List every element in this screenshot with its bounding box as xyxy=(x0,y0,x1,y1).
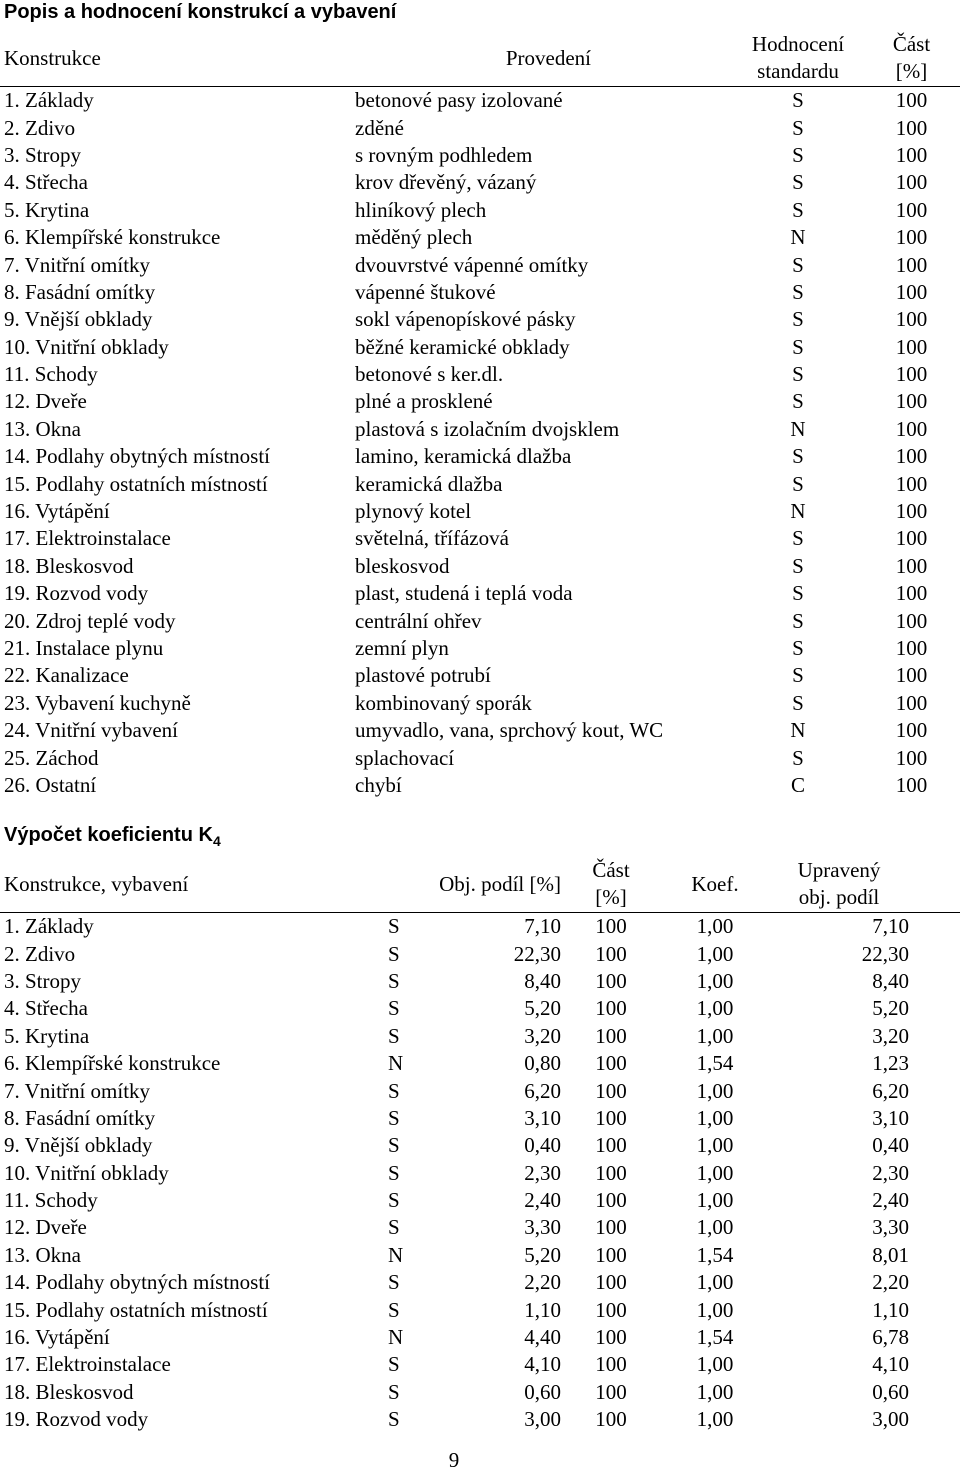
table-row xyxy=(0,169,960,196)
cell-obj-podil: 3,30 xyxy=(524,1215,561,1240)
cell-cast: 100 xyxy=(595,996,627,1021)
table-row xyxy=(0,1160,960,1187)
table-row xyxy=(0,1105,960,1132)
col-header-cast: Část [%] xyxy=(561,856,661,913)
cell-provedeni: zemní plyn xyxy=(355,636,449,660)
cell-obj-podil: 6,20 xyxy=(524,1078,561,1103)
cell-konstrukce: 25. Záchod xyxy=(4,745,99,770)
cell-cast: 100 xyxy=(595,1270,627,1295)
cell-koef: 1,00 xyxy=(696,1270,734,1295)
cell-provedeni: betonové pasy izolované xyxy=(355,88,563,113)
cell-upraveny: 3,10 xyxy=(872,1105,909,1130)
cell-cast: 100 xyxy=(595,1051,627,1076)
row-spacer xyxy=(909,1351,960,1378)
construction-description-table xyxy=(0,30,960,799)
cell-koef: 1,00 xyxy=(696,914,734,939)
cell-konstrukce: 8. Fasádní omítky xyxy=(4,279,156,304)
cell-koef: 1,00 xyxy=(696,1407,734,1432)
cell-cast: 100 xyxy=(895,553,928,578)
row-spacer xyxy=(909,1324,960,1351)
table-row xyxy=(0,1296,960,1323)
cell-hodnoceni: N xyxy=(790,416,806,441)
cell-koef: 1,00 xyxy=(696,1105,734,1130)
row-spacer xyxy=(909,1406,960,1433)
cell-konstrukce: 16. Vytápění xyxy=(4,1325,110,1350)
cell-upraveny: 2,40 xyxy=(872,1188,909,1213)
cell-konstrukce: 15. Podlahy ostatních místností xyxy=(4,1297,268,1322)
table-row xyxy=(0,744,960,771)
cell-hodnoceni: S xyxy=(792,307,804,332)
cell-konstrukce: 11. Schody xyxy=(4,1188,98,1213)
cell-standard: S xyxy=(388,968,400,993)
table-row xyxy=(0,525,960,552)
cell-provedeni: splachovací xyxy=(355,745,455,770)
cell-provedeni: kombinovaný sporák xyxy=(355,690,532,715)
cell-koef: 1,00 xyxy=(696,1297,734,1322)
cell-cast: 100 xyxy=(895,170,928,195)
table-row xyxy=(0,498,960,525)
table-row xyxy=(0,1187,960,1214)
cell-cast: 100 xyxy=(895,225,928,250)
cell-standard: N xyxy=(388,1242,404,1267)
cell-cast: 100 xyxy=(895,334,928,359)
cell-konstrukce: 26. Ostatní xyxy=(4,772,97,797)
cell-upraveny: 5,20 xyxy=(872,996,909,1021)
table-row xyxy=(0,940,960,967)
cell-provedeni: betonové s ker.dl. xyxy=(355,362,504,387)
row-spacer xyxy=(909,1160,960,1187)
cell-cast: 100 xyxy=(895,197,928,222)
cell-konstrukce: 7. Vnitřní omítky xyxy=(4,252,151,277)
cell-cast: 100 xyxy=(595,968,627,993)
cell-hodnoceni: S xyxy=(792,88,804,113)
table-row xyxy=(0,580,960,607)
cell-hodnoceni: S xyxy=(792,553,804,578)
table-row xyxy=(0,1324,960,1351)
cell-konstrukce: 21. Instalace plynu xyxy=(4,636,164,660)
table-row xyxy=(0,197,960,224)
row-spacer xyxy=(909,1077,960,1104)
table-row xyxy=(0,1351,960,1378)
table-header-row xyxy=(0,856,960,913)
cell-standard: S xyxy=(388,1297,400,1322)
row-spacer xyxy=(909,1132,960,1159)
cell-obj-podil: 2,30 xyxy=(524,1160,561,1185)
cell-obj-podil: 5,20 xyxy=(524,996,561,1021)
table-row xyxy=(0,553,960,580)
cell-cast: 100 xyxy=(595,1325,627,1350)
cell-konstrukce: 11. Schody xyxy=(4,362,98,387)
table-row xyxy=(0,443,960,470)
cell-cast: 100 xyxy=(895,636,928,660)
cell-konstrukce: 13. Okna xyxy=(4,416,81,441)
col-header-koef: Koef. xyxy=(661,856,769,913)
table-row xyxy=(0,416,960,443)
cell-obj-podil: 4,40 xyxy=(524,1325,561,1350)
cell-upraveny: 2,20 xyxy=(872,1270,909,1295)
col-header-provedeni: Provedení xyxy=(355,30,727,87)
cell-provedeni: sokl vápenopískové pásky xyxy=(355,307,576,332)
cell-provedeni: keramická dlažba xyxy=(355,471,503,496)
table-row xyxy=(0,662,960,689)
cell-upraveny: 7,10 xyxy=(872,914,909,939)
cell-obj-podil: 2,20 xyxy=(524,1270,561,1295)
cell-standard: S xyxy=(388,1133,400,1158)
cell-provedeni: dvouvrstvé vápenné omítky xyxy=(355,252,589,277)
cell-provedeni: měděný plech xyxy=(355,225,473,250)
cell-standard: S xyxy=(388,1270,400,1295)
cell-hodnoceni: S xyxy=(792,389,804,414)
cell-konstrukce: 19. Rozvod vody xyxy=(4,1407,149,1432)
cell-cast: 100 xyxy=(595,1215,627,1240)
cell-koef: 1,00 xyxy=(696,1352,734,1377)
cell-provedeni: plast, studená i teplá voda xyxy=(355,581,573,606)
cell-konstrukce: 10. Vnitřní obklady xyxy=(4,1160,169,1185)
table-row xyxy=(0,1023,960,1050)
table-row xyxy=(0,995,960,1022)
cell-provedeni: světelná, třífázová xyxy=(355,526,509,551)
cell-cast: 100 xyxy=(895,279,928,304)
col-header-konstrukce-vybaveni: Konstrukce, vybavení xyxy=(0,856,388,913)
cell-provedeni: s rovným podhledem xyxy=(355,142,533,167)
cell-cast: 100 xyxy=(595,1078,627,1103)
table-row xyxy=(0,114,960,141)
cell-upraveny: 2,30 xyxy=(872,1160,909,1185)
cell-provedeni: chybí xyxy=(355,772,402,797)
cell-cast: 100 xyxy=(895,745,928,770)
cell-upraveny: 22,30 xyxy=(861,941,909,966)
cell-konstrukce: 16. Vytápění xyxy=(4,499,110,524)
cell-hodnoceni: S xyxy=(792,471,804,496)
cell-hodnoceni: N xyxy=(790,718,806,743)
cell-standard: S xyxy=(388,1160,400,1185)
cell-standard: S xyxy=(388,1105,400,1130)
table-row xyxy=(0,1050,960,1077)
cell-koef: 1,00 xyxy=(696,1133,734,1158)
cell-provedeni: hliníkový plech xyxy=(355,197,487,222)
section-title-popis: Popis a hodnocení konstrukcí a vybavení xyxy=(4,1,397,23)
cell-provedeni: běžné keramické obklady xyxy=(355,334,570,359)
cell-hodnoceni: S xyxy=(792,170,804,195)
table-header-row xyxy=(0,30,960,87)
cell-upraveny: 6,78 xyxy=(872,1325,909,1350)
cell-upraveny: 3,30 xyxy=(872,1215,909,1240)
cell-cast: 100 xyxy=(895,252,928,277)
cell-hodnoceni: S xyxy=(792,636,804,660)
col-header-upraveny: Upravený obj. podíl xyxy=(769,856,909,913)
cell-standard: N xyxy=(388,1325,404,1350)
cell-konstrukce: 14. Podlahy obytných místností xyxy=(4,444,271,469)
cell-standard: S xyxy=(388,996,400,1021)
cell-konstrukce: 12. Dveře xyxy=(4,389,87,414)
cell-cast: 100 xyxy=(595,1105,627,1130)
row-spacer xyxy=(909,1023,960,1050)
cell-konstrukce: 18. Bleskosvod xyxy=(4,1379,134,1404)
cell-standard: S xyxy=(388,1078,400,1103)
cell-hodnoceni: S xyxy=(792,142,804,167)
cell-obj-podil: 8,40 xyxy=(524,968,561,993)
cell-cast: 100 xyxy=(595,1188,627,1213)
table-row xyxy=(0,251,960,278)
cell-provedeni: lamino, keramická dlažba xyxy=(355,444,572,469)
cell-cast: 100 xyxy=(895,499,928,524)
cell-koef: 1,54 xyxy=(696,1325,734,1350)
table-row xyxy=(0,1406,960,1433)
row-spacer xyxy=(909,1050,960,1077)
row-spacer xyxy=(909,1214,960,1241)
cell-konstrukce: 14. Podlahy obytných místností xyxy=(4,1270,271,1295)
cell-koef: 1,00 xyxy=(696,1078,734,1103)
cell-konstrukce: 22. Kanalizace xyxy=(4,663,129,688)
table-row xyxy=(0,334,960,361)
coefficient-calculation-table xyxy=(0,856,960,1433)
table-row xyxy=(0,470,960,497)
cell-provedeni: zděné xyxy=(355,115,404,140)
cell-cast: 100 xyxy=(595,1242,627,1267)
row-spacer xyxy=(909,1296,960,1323)
cell-standard: N xyxy=(388,1051,404,1076)
cell-hodnoceni: S xyxy=(792,115,804,140)
cell-konstrukce: 2. Zdivo xyxy=(4,941,76,966)
cell-hodnoceni: S xyxy=(792,252,804,277)
cell-upraveny: 8,01 xyxy=(872,1242,909,1267)
cell-koef: 1,54 xyxy=(696,1051,734,1076)
cell-konstrukce: 7. Vnitřní omítky xyxy=(4,1078,151,1103)
cell-konstrukce: 18. Bleskosvod xyxy=(4,553,134,578)
cell-provedeni: plné a prosklené xyxy=(355,389,493,414)
cell-hodnoceni: S xyxy=(792,526,804,551)
cell-hodnoceni: C xyxy=(790,772,805,797)
cell-upraveny: 1,10 xyxy=(872,1297,909,1322)
cell-konstrukce: 9. Vnější obklady xyxy=(4,1133,153,1158)
cell-konstrukce: 1. Základy xyxy=(4,914,94,939)
table-row xyxy=(0,913,960,941)
cell-hodnoceni: S xyxy=(792,581,804,606)
cell-upraveny: 4,10 xyxy=(872,1352,909,1377)
table-row xyxy=(0,1132,960,1159)
cell-standard: S xyxy=(388,914,400,939)
cell-provedeni: vápenné štukové xyxy=(355,279,496,304)
row-spacer xyxy=(909,940,960,967)
cell-obj-podil: 22,30 xyxy=(513,941,561,966)
cell-konstrukce: 24. Vnitřní vybavení xyxy=(4,718,179,743)
cell-obj-podil: 2,40 xyxy=(524,1188,561,1213)
cell-hodnoceni: S xyxy=(792,663,804,688)
table-row xyxy=(0,968,960,995)
cell-upraveny: 8,40 xyxy=(872,968,909,993)
cell-provedeni: centrální ohřev xyxy=(355,608,482,633)
cell-cast: 100 xyxy=(595,1407,627,1432)
cell-provedeni: plastové potrubí xyxy=(355,663,491,688)
col-header-hodnoceni: Hodnocení standardu xyxy=(727,30,869,87)
cell-cast: 100 xyxy=(895,663,928,688)
row-spacer xyxy=(909,995,960,1022)
cell-provedeni: plastová s izolačním dvojsklem xyxy=(355,416,620,441)
row-spacer xyxy=(909,1105,960,1132)
table-row xyxy=(0,635,960,662)
table-row xyxy=(0,607,960,634)
cell-konstrukce: 4. Střecha xyxy=(4,170,88,195)
cell-obj-podil: 1,10 xyxy=(524,1297,561,1322)
table-row xyxy=(0,224,960,251)
cell-cast: 100 xyxy=(895,389,928,414)
table-row xyxy=(0,1269,960,1296)
cell-upraveny: 3,20 xyxy=(872,1023,909,1048)
cell-koef: 1,00 xyxy=(696,1160,734,1185)
cell-upraveny: 0,40 xyxy=(872,1133,909,1158)
table-row xyxy=(0,717,960,744)
cell-koef: 1,00 xyxy=(696,996,734,1021)
cell-obj-podil: 0,60 xyxy=(524,1379,561,1404)
cell-standard: S xyxy=(388,1352,400,1377)
cell-cast: 100 xyxy=(895,526,928,551)
cell-konstrukce: 23. Vybavení kuchyně xyxy=(4,690,191,715)
table-row xyxy=(0,1242,960,1269)
cell-cast: 100 xyxy=(895,362,928,387)
cell-konstrukce: 8. Fasádní omítky xyxy=(4,1105,156,1130)
cell-provedeni: plynový kotel xyxy=(355,499,472,524)
cell-konstrukce: 1. Základy xyxy=(4,88,94,113)
cell-konstrukce: 20. Zdroj teplé vody xyxy=(4,608,176,633)
table-row xyxy=(0,1077,960,1104)
cell-konstrukce: 19. Rozvod vody xyxy=(4,581,149,606)
cell-konstrukce: 2. Zdivo xyxy=(4,115,76,140)
cell-koef: 1,00 xyxy=(696,1188,734,1213)
cell-provedeni: krov dřevěný, vázaný xyxy=(355,170,537,195)
row-spacer xyxy=(909,1187,960,1214)
cell-cast: 100 xyxy=(895,142,928,167)
table-row xyxy=(0,142,960,169)
cell-konstrukce: 5. Krytina xyxy=(4,197,90,222)
table-row xyxy=(0,1379,960,1406)
cell-hodnoceni: S xyxy=(792,197,804,222)
cell-konstrukce: 12. Dveře xyxy=(4,1215,87,1240)
cell-cast: 100 xyxy=(595,1023,627,1048)
table-row xyxy=(0,690,960,717)
title-subscript: 4 xyxy=(212,833,221,849)
cell-upraveny: 1,23 xyxy=(872,1051,909,1076)
cell-konstrukce: 13. Okna xyxy=(4,1242,81,1267)
cell-obj-podil: 3,20 xyxy=(524,1023,561,1048)
cell-standard: S xyxy=(388,1407,400,1432)
cell-cast: 100 xyxy=(595,1133,627,1158)
cell-obj-podil: 5,20 xyxy=(524,1242,561,1267)
cell-standard: S xyxy=(388,1023,400,1048)
cell-provedeni: bleskosvod xyxy=(355,553,450,578)
cell-konstrukce: 15. Podlahy ostatních místností xyxy=(4,471,268,496)
cell-hodnoceni: S xyxy=(792,279,804,304)
cell-hodnoceni: S xyxy=(792,690,804,715)
table-row xyxy=(0,1214,960,1241)
cell-koef: 1,00 xyxy=(696,968,734,993)
cell-konstrukce: 9. Vnější obklady xyxy=(4,307,153,332)
cell-upraveny: 3,00 xyxy=(872,1407,909,1432)
table-row xyxy=(0,361,960,388)
page-number: 9 xyxy=(448,1448,460,1472)
cell-cast: 100 xyxy=(595,1160,627,1185)
cell-cast: 100 xyxy=(595,1352,627,1377)
cell-cast: 100 xyxy=(895,416,928,441)
table-row xyxy=(0,772,960,799)
row-spacer xyxy=(909,1242,960,1269)
row-spacer xyxy=(909,968,960,995)
cell-koef: 1,00 xyxy=(696,1379,734,1404)
cell-upraveny: 0,60 xyxy=(872,1379,909,1404)
cell-obj-podil: 0,40 xyxy=(524,1133,561,1158)
row-spacer xyxy=(909,913,960,941)
cell-standard: S xyxy=(388,1379,400,1404)
cell-cast: 100 xyxy=(895,444,928,469)
cell-cast: 100 xyxy=(595,914,627,939)
table-row xyxy=(0,388,960,415)
cell-standard: S xyxy=(388,941,400,966)
cell-upraveny: 6,20 xyxy=(872,1078,909,1103)
cell-cast: 100 xyxy=(895,690,928,715)
cell-hodnoceni: N xyxy=(790,225,806,250)
table-row xyxy=(0,279,960,306)
cell-obj-podil: 3,10 xyxy=(524,1105,561,1130)
cell-konstrukce: 6. Klempířské konstrukce xyxy=(4,1051,221,1076)
cell-cast: 100 xyxy=(895,581,928,606)
cell-cast: 100 xyxy=(595,1379,627,1404)
cell-cast: 100 xyxy=(895,772,928,797)
cell-konstrukce: 3. Stropy xyxy=(4,142,82,167)
cell-provedeni: umyvadlo, vana, sprchový kout, WC xyxy=(355,718,664,743)
section-title-vypocet: Výpočet koeficientu $K_4$ xyxy=(4,824,221,849)
cell-cast: 100 xyxy=(895,718,928,743)
cell-cast: 100 xyxy=(895,115,928,140)
row-spacer xyxy=(909,1379,960,1406)
col-header-konstrukce: Konstrukce xyxy=(0,30,355,87)
cell-cast: 100 xyxy=(895,88,928,113)
cell-konstrukce: 10. Vnitřní obklady xyxy=(4,334,169,359)
table-row xyxy=(0,306,960,333)
col-header-obj-podil: Obj. podíl [%] xyxy=(388,856,561,913)
table-row xyxy=(0,87,960,115)
cell-obj-podil: 3,00 xyxy=(524,1407,561,1432)
cell-obj-podil: 7,10 xyxy=(524,914,561,939)
cell-hodnoceni: S xyxy=(792,334,804,359)
cell-hodnoceni: S xyxy=(792,745,804,770)
cell-cast: 100 xyxy=(895,307,928,332)
cell-konstrukce: 4. Střecha xyxy=(4,996,88,1021)
cell-konstrukce: 5. Krytina xyxy=(4,1023,90,1048)
cell-konstrukce: 6. Klempířské konstrukce xyxy=(4,225,221,250)
cell-cast: 100 xyxy=(895,471,928,496)
cell-koef: 1,54 xyxy=(696,1242,734,1267)
cell-hodnoceni: S xyxy=(792,444,804,469)
cell-obj-podil: 4,10 xyxy=(524,1352,561,1377)
cell-hodnoceni: S xyxy=(792,608,804,633)
cell-cast: 100 xyxy=(595,1297,627,1322)
cell-hodnoceni: N xyxy=(790,499,806,524)
cell-konstrukce: 17. Elektroinstalace xyxy=(4,526,171,551)
cell-koef: 1,00 xyxy=(696,1023,734,1048)
row-spacer xyxy=(909,1269,960,1296)
cell-standard: S xyxy=(388,1215,400,1240)
cell-konstrukce: 17. Elektroinstalace xyxy=(4,1352,171,1377)
cell-konstrukce: 3. Stropy xyxy=(4,968,82,993)
cell-cast: 100 xyxy=(595,941,627,966)
cell-obj-podil: 0,80 xyxy=(524,1051,561,1076)
cell-cast: 100 xyxy=(895,608,928,633)
cell-koef: 1,00 xyxy=(696,1215,734,1240)
cell-hodnoceni: S xyxy=(792,362,804,387)
cell-standard: S xyxy=(388,1188,400,1213)
col-header-cast: Část [%] xyxy=(869,30,960,87)
cell-koef: 1,00 xyxy=(696,941,734,966)
